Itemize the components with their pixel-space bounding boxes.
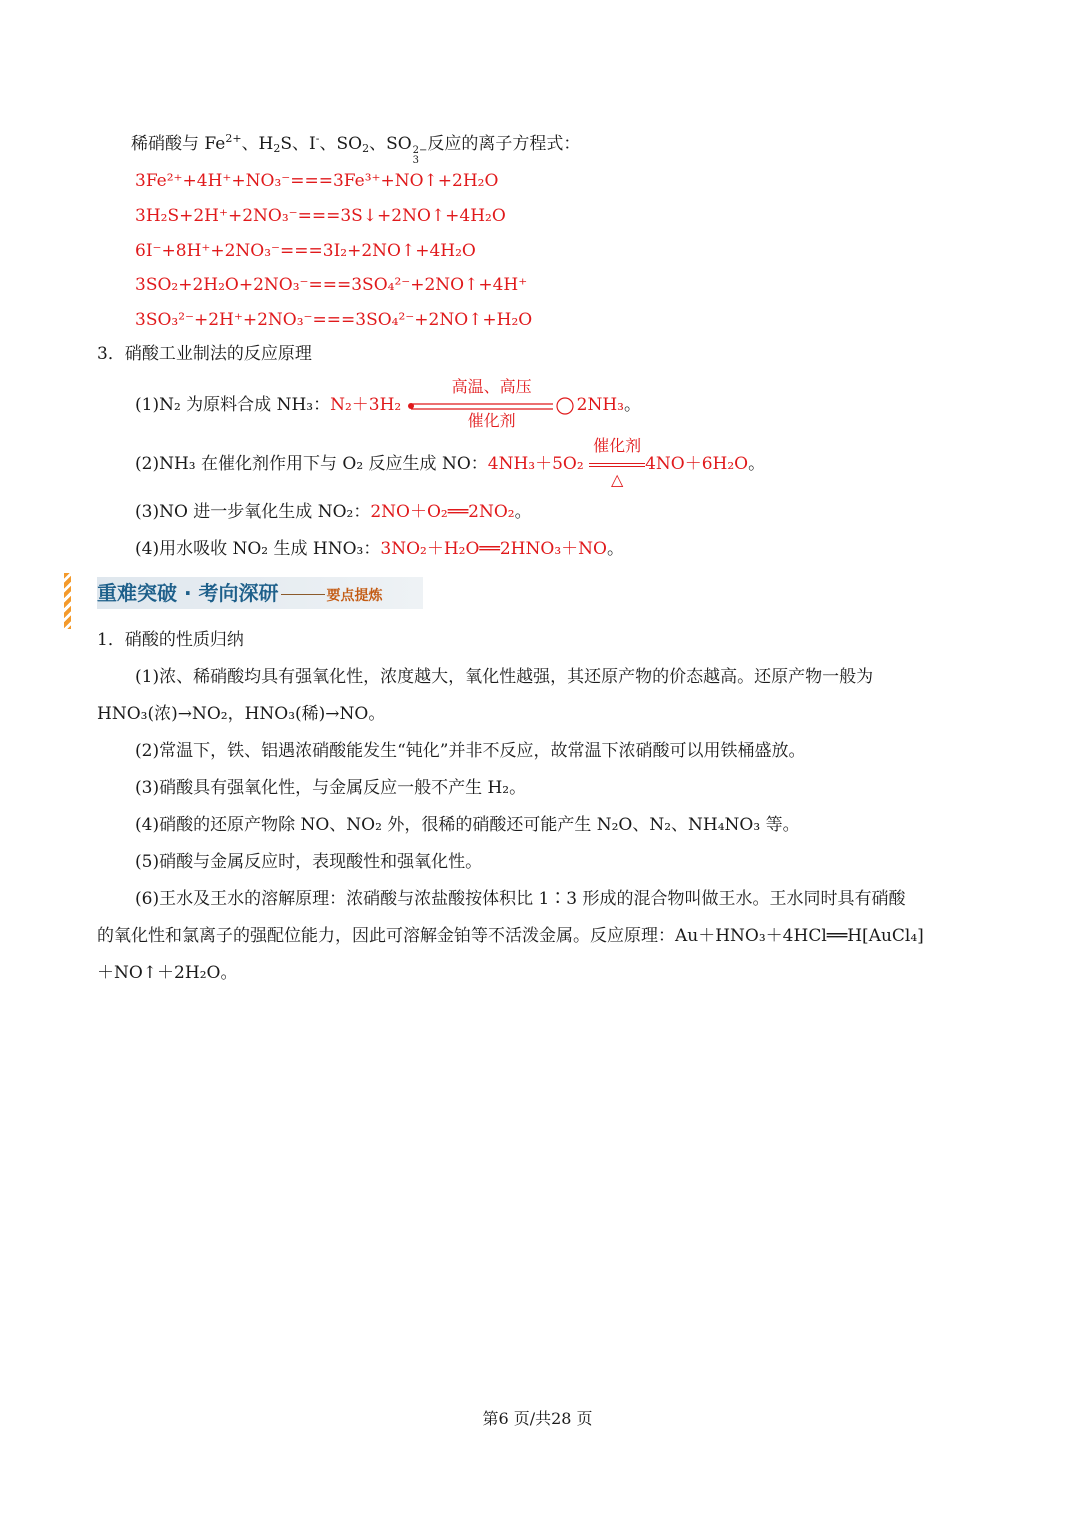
ionic-equation-3: 6I⁻+8H⁺+2NO₃⁻===3I₂+2NO↑+4H₂O xyxy=(135,241,476,261)
page-number: 第6 页/共28 页 xyxy=(482,1409,593,1428)
section-banner-title: 重难突破 · 考向深研 要点提炼 xyxy=(97,581,383,605)
intro-text: 稀硝酸与 Fe xyxy=(131,134,226,154)
ionic-equation-2: 3H₂S+2H⁺+2NO₃⁻===3S↓+2NO↑+4H₂O xyxy=(135,206,506,226)
step2-eq-right: 4NO＋6H₂O xyxy=(645,454,749,474)
step1-label: (1)N₂ 为原料合成 NH₃： xyxy=(135,395,331,415)
banner-stripe-icon xyxy=(64,573,71,629)
ionic-equation-1: 3Fe²⁺+4H⁺+NO₃⁻===3Fe³⁺+NO↑+2H₂O xyxy=(135,171,499,191)
step4-line: (4)用水吸收 NO₂ 生成 HNO₃：3NO₂＋H₂O══2HNO₃＋NO。 xyxy=(135,539,624,559)
summary-p5: (5)硝酸与金属反应时，表现酸性和强氧化性。 xyxy=(135,852,483,872)
section3-heading: 3．硝酸工业制法的反应原理 xyxy=(97,344,312,364)
banner-dash xyxy=(281,594,325,595)
step3-eq: 2NO＋O₂══2NO₂ xyxy=(370,502,515,522)
step1-line: (1)N₂ 为原料合成 NH₃：N₂＋3H₂ 高温、高压 催化剂 2NH₃。 xyxy=(135,376,641,430)
step1-eq-right: 2NH₃ xyxy=(576,395,624,415)
summary-p2: (2)常温下，铁、铝遇浓硝酸能发生“钝化”并非不反应，故常温下浓硝酸可以用铁桶盛放。 xyxy=(135,741,806,761)
step2-condition-arrow xyxy=(589,435,645,489)
step1-cond-top: 高温、高压 xyxy=(451,376,532,396)
step2-label: (2)NH₃ 在催化剂作用下与 O₂ 反应生成 NO： xyxy=(135,454,488,474)
step1-eq-left: N₂＋3H₂ xyxy=(330,395,402,415)
step3-label: (3)NO 进一步氧化生成 NO₂： xyxy=(135,502,371,522)
section-banner-subtitle: 要点提炼 xyxy=(326,588,383,604)
step1-cond-bot: 催化剂 xyxy=(467,410,516,430)
ionic-equation-4: 3SO₂+2H₂O+2NO₃⁻===3SO₄²⁻+2NO↑+4H⁺ xyxy=(135,275,528,295)
summary-p3: (3)硝酸具有强氧化性，与金属反应一般不产生 H₂。 xyxy=(135,778,527,798)
summary-p6-line1: (6)王水及王水的溶解原理：浓硝酸与浓盐酸按体积比 1∶3 形成的混合物叫做王水。王水同时具有硝酸 xyxy=(135,889,906,909)
intro-line: 稀硝酸与 $Fe^{2+}$、$H_2S$、I-、$SO_2$、SO 2− 3 反应的离子方程式： xyxy=(131,132,581,166)
summary-p4: (4)硝酸的还原产物除 NO、NO₂ 外，很稀的硝酸还可能产生 N₂O、N₂、NH₄NO₃ 等。 xyxy=(135,815,800,835)
summary-p6-line2: 的氧化性和氯离子的强配位能力，因此可溶解金铂等不活泼金属。反应原理：Au＋HNO₃＋4HCl══H[AuCl₄] xyxy=(97,926,924,946)
step2-cond-top: 催化剂 xyxy=(593,435,642,455)
sulfite-charge-stack: 2− 3 xyxy=(412,145,428,166)
step3-line: (3)NO 进一步氧化生成 NO₂：2NO＋O₂══2NO₂。 xyxy=(135,502,532,522)
step4-label: (4)用水吸收 NO₂ 生成 HNO₃： xyxy=(135,539,381,559)
step1-condition-arrow xyxy=(407,376,577,430)
summary-p1-line1: (1)浓、稀硝酸均具有强氧化性，浓度越大，氧化性越强，其还原产物的价态越高。还原产物一般为 xyxy=(135,667,874,687)
step2-eq-left: 4NH₃＋5O₂ xyxy=(487,454,584,474)
heat-delta-icon: △ xyxy=(610,469,624,489)
ionic-equation-5: 3SO₃²⁻+2H⁺+2NO₃⁻===3SO₄²⁻+2NO↑+H₂O xyxy=(135,310,533,330)
summary-p1-line2: HNO₃(浓)→NO₂，HNO₃(稀)→NO。 xyxy=(97,704,386,724)
equals-bar-icon xyxy=(589,463,645,467)
step4-eq: 3NO₂＋H₂O══2HNO₃＋NO xyxy=(380,539,607,559)
summary-p6-line3: ＋NO↑＋2H₂O。 xyxy=(97,963,238,983)
summary-heading: 1．硝酸的性质归纳 xyxy=(97,630,244,650)
step2-line: (2)NH₃ 在催化剂作用下与 O₂ 反应生成 NO：4NH₃＋5O₂ 催化剂 △ 4NO＋6H₂O。 xyxy=(135,435,766,489)
